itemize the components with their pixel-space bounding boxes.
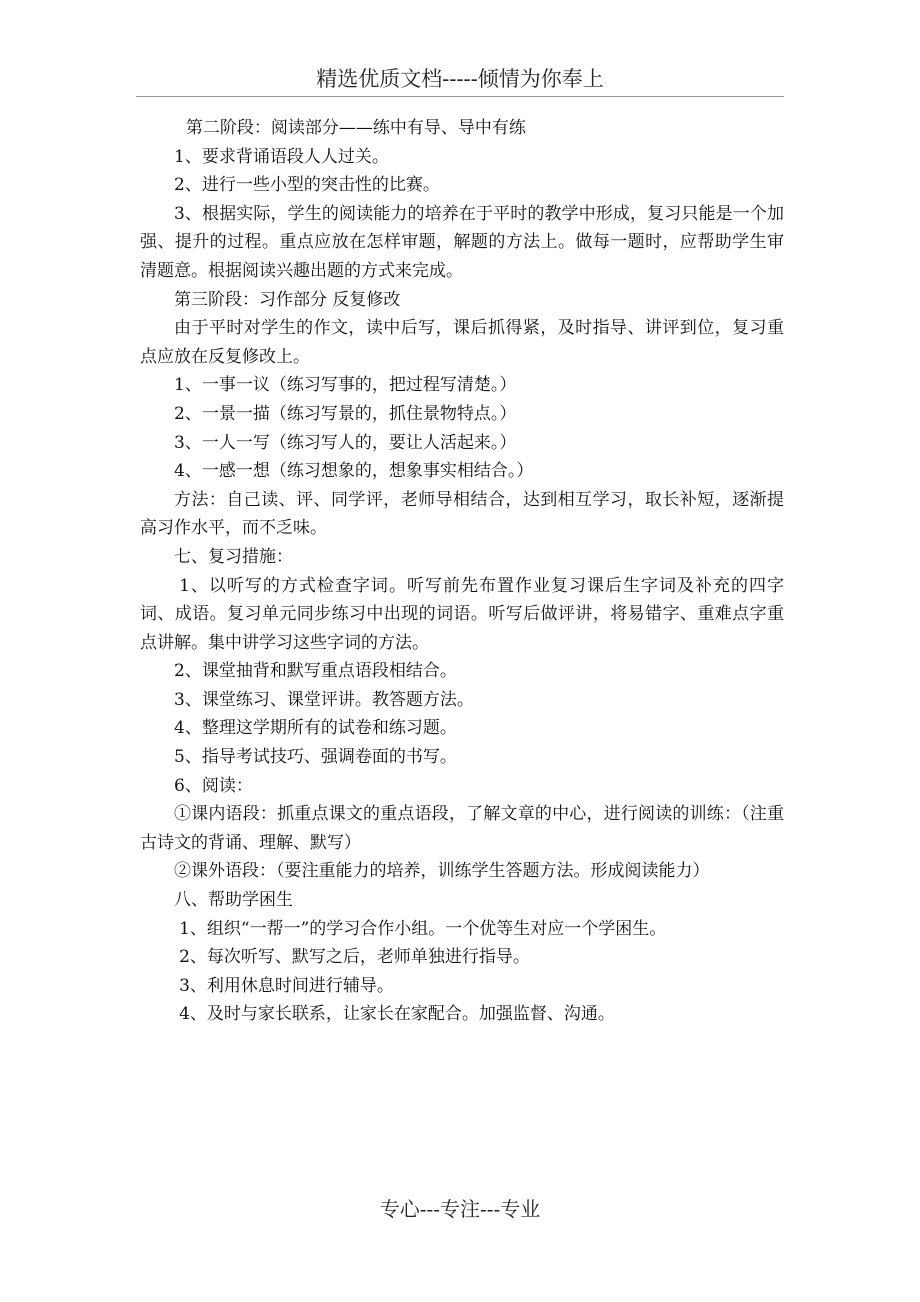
paragraph: 2、课堂抽背和默写重点语段相结合。 <box>174 661 457 682</box>
paragraph: 由于平时对学生的作文，读中后写，课后抓得紧，及时指导、讲评到位，复习重点应放在反复修改上。 <box>140 318 784 367</box>
paragraph: 4、一感一想（练习想象的，想象事实相结合。） <box>174 461 534 482</box>
paragraph: 4、整理这学期所有的试卷和练习题。 <box>174 718 457 739</box>
paragraph: 4、及时与家长联系，让家长在家配合。加强监督、沟通。 <box>179 1004 615 1025</box>
section-heading-help: 八、帮助学困生 <box>174 890 293 911</box>
paragraph: 3、一人一写（练习写人的，要让人活起来。） <box>174 432 517 453</box>
paragraph: 方法：自己读、评、同学评，老师导相结合，达到相互学习，取长补短，逐渐提高习作水平，而不乏味。 <box>140 489 784 539</box>
section-heading-measures: 七、复习措施： <box>174 546 293 567</box>
paragraph: 2、进行一些小型的突击性的比赛。 <box>174 175 440 196</box>
page-footer: 专心---专注---专业 <box>379 1197 541 1221</box>
paragraph: 6、阅读： <box>174 775 253 796</box>
paragraph: 3、课堂练习、课堂评讲。教答题方法。 <box>174 689 474 710</box>
paragraph: 1、要求背诵语段人人过关。 <box>174 146 389 167</box>
header-divider <box>136 96 784 97</box>
paragraph: ①课内语段：抓重点课文的重点语段，了解文章的中心，进行阅读的训练：（注重古诗文的背诵、理解、默写） <box>140 804 784 853</box>
page-header: 精选优质文档-----倾情为你奉上 <box>316 67 604 91</box>
paragraph: 3、根据实际，学生的阅读能力的培养在于平时的教学中形成，复习只能是一个加强、提升的过程。重点应放在怎样审题，解题的方法上。做每一题时，应帮助学生审清题意。根据阅读兴趣出题的方式来完成。 <box>140 203 784 281</box>
paragraph: 1、一事一议（练习写事的，把过程写清楚。） <box>174 375 517 396</box>
paragraph: 3、利用休息时间进行辅导。 <box>179 975 394 996</box>
paragraph: 1、组织“一帮一”的学习合作小组。一个优等生对应一个学困生。 <box>179 918 667 939</box>
paragraph: 5、指导考试技巧、强调卷面的书写。 <box>174 747 457 768</box>
paragraph: ②课外语段：（要注重能力的培养，训练学生答题方法。形成阅读能力） <box>174 861 710 882</box>
paragraph: 1、以听写的方式检查字词。听写前先布置作业复习课后生字词及补充的四字词、成语。复习单元同步练习中出现的词语。听写后做评讲，将易错字、重难点字重点讲解。集中讲学习这些字词的方法。 <box>140 575 784 653</box>
section-heading-reading: 第二阶段：阅读部分——练中有导、导中有练 <box>185 118 526 138</box>
document-body <box>140 114 784 1029</box>
paragraph: 2、每次听写、默写之后，老师单独进行指导。 <box>179 947 530 968</box>
paragraph: 2、一景一描（练习写景的，抓住景物特点。） <box>174 403 517 424</box>
section-heading-writing: 第三阶段：习作部分 反复修改 <box>174 289 401 310</box>
